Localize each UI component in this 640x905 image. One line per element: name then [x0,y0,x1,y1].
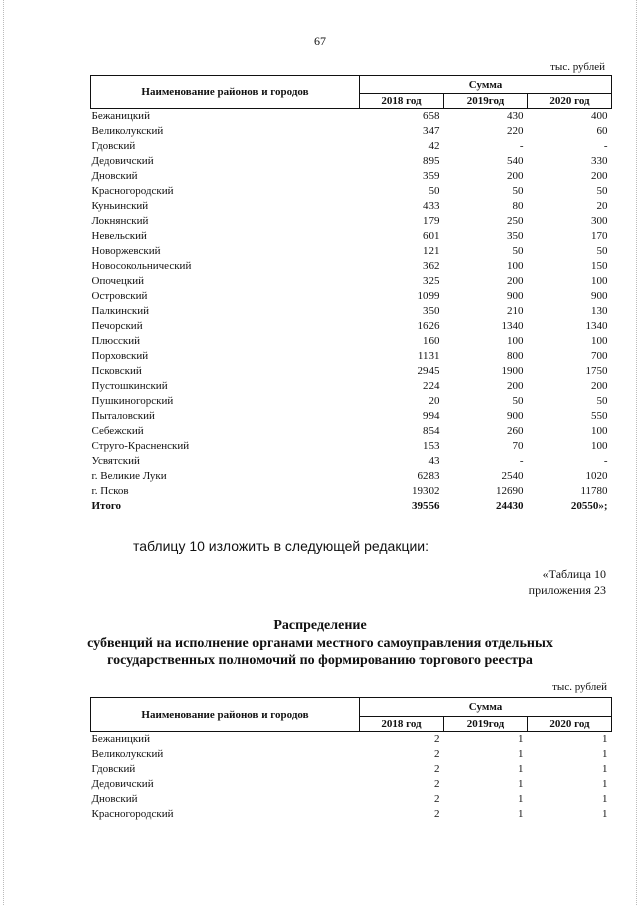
amount-cell: 60 [596,125,608,137]
amount-cell: 347 [423,125,440,137]
district-name-cell: Красногородский [91,808,174,820]
amount-cell: 1 [602,748,608,760]
district-name-cell: Палкинский [91,305,150,317]
table-row [91,244,612,259]
amount-cell: 330 [591,155,608,167]
table-row [91,409,612,424]
amount-cell: 153 [423,440,440,452]
amount-cell: 1099 [417,290,440,302]
district-name-cell: Гдовский [91,140,136,152]
amount-cell: 1 [518,778,524,790]
amount-cell: 1 [602,808,608,820]
allocation-table-1 [90,75,612,514]
amount-cell: 2 [434,733,440,745]
amount-cell: 854 [423,425,440,437]
allocation-table-2 [90,697,612,822]
table-row [91,229,612,244]
district-name-cell: Итого [91,500,122,512]
table-row [91,454,612,469]
district-name-cell: Невельский [91,230,147,242]
table-row [91,807,612,822]
district-name-cell: г. Псков [91,485,129,497]
table-row [91,259,612,274]
district-name-cell: Опочецкий [91,275,144,287]
table-row [91,747,612,762]
table1-year-header: 2020 год [528,94,612,109]
district-name-cell: Дновский [91,793,138,805]
table-row [91,469,612,484]
table-row [91,732,612,748]
table-row [91,439,612,454]
amount-cell: 895 [423,155,440,167]
table-row [91,124,612,139]
amount-cell: 2945 [417,365,440,377]
table-row [91,394,612,409]
amount-cell: 350 [507,230,524,242]
amount-cell: 224 [423,380,440,392]
amendment-instruction: таблицу 10 изложить в следующей редакции: [133,538,430,554]
amount-cell: 160 [423,335,440,347]
amount-cell: - [603,455,608,467]
amount-cell: 20 [596,200,608,212]
amount-cell: 800 [507,350,524,362]
amount-cell: 200 [507,170,524,182]
district-name-cell: Плюсский [91,335,141,347]
amount-cell: 350 [423,305,440,317]
amount-cell: 1 [518,793,524,805]
district-name-cell: Дедовичский [91,778,154,790]
table2-year-header: 2019год [444,717,528,732]
right-scan-edge [636,0,637,905]
district-name-cell: Струго-Красненский [91,440,190,452]
district-name-cell: Печорский [91,320,143,332]
amount-cell: 20 [428,395,440,407]
district-name-cell: Новоржевский [91,245,161,257]
district-name-cell: Великолукский [91,748,164,760]
table-row [91,484,612,499]
table2-body [91,732,612,823]
amount-cell: 200 [591,170,608,182]
amount-cell: 400 [591,110,608,122]
amount-cell: 200 [591,380,608,392]
amount-cell: 1 [518,808,524,820]
table-row [91,319,612,334]
amount-cell: 50 [596,245,608,257]
amount-cell: 900 [591,290,608,302]
amount-cell: 2540 [501,470,524,482]
table-row [91,109,612,125]
amount-cell: 170 [591,230,608,242]
amount-cell: 50 [596,185,608,197]
table1-name-header: Наименование районов и городов [91,76,360,109]
table-row [91,139,612,154]
table-row [91,154,612,169]
table-row [91,274,612,289]
amount-cell: 179 [423,215,440,227]
amount-cell: 1 [602,733,608,745]
table-reference-appendix: приложения 23 [528,583,606,597]
amount-cell: 200 [507,275,524,287]
district-name-cell: Порховский [91,350,149,362]
amount-cell: 2 [434,763,440,775]
amount-cell: 2 [434,793,440,805]
amount-cell: 1626 [417,320,440,332]
amount-cell: 1020 [585,470,608,482]
left-scan-edge [3,0,4,905]
amount-cell: 20550»; [570,500,608,512]
table-row [91,199,612,214]
table2-year-header: 2020 год [528,717,612,732]
distribution-heading: Распределение [273,618,367,633]
amount-cell: 121 [423,245,440,257]
amount-cell: 24430 [496,500,524,512]
district-name-cell: Великолукский [91,125,164,137]
amount-cell: 150 [591,260,608,272]
amount-cell: 50 [512,395,524,407]
district-name-cell: Локнянский [91,215,149,227]
table-row [91,777,612,792]
amount-cell: 1340 [585,320,608,332]
table-row [91,379,612,394]
amount-cell: 50 [512,245,524,257]
table-row [91,214,612,229]
amount-cell: - [519,140,524,152]
amount-cell: 100 [507,260,524,272]
table2-sum-header: Сумма [360,698,612,717]
amount-cell: 359 [423,170,440,182]
amount-cell: 1 [518,733,524,745]
amount-cell: 200 [507,380,524,392]
amount-cell: 210 [507,305,524,317]
amount-cell: 658 [423,110,440,122]
amount-cell: 100 [591,440,608,452]
table-row [91,169,612,184]
amount-cell: 250 [507,215,524,227]
amount-cell: 300 [591,215,608,227]
district-name-cell: Красногородский [91,185,174,197]
amount-cell: 11780 [580,485,608,497]
table-row [91,424,612,439]
amount-cell: 433 [423,200,440,212]
district-name-cell: Гдовский [91,763,136,775]
amount-cell: 1131 [417,350,440,362]
table-row [91,304,612,319]
amount-cell: 1340 [501,320,524,332]
district-name-cell: Пушкиногорский [91,395,174,407]
district-name-cell: Себежский [91,425,144,437]
amount-cell: 100 [591,335,608,347]
amount-cell: - [603,140,608,152]
amount-cell: 42 [428,140,440,152]
distribution-subheading-line1: субвенций на исполнение органами местного самоуправления отдельных [87,636,553,651]
amount-cell: 2 [434,808,440,820]
amount-cell: 1 [602,778,608,790]
amount-cell: 50 [512,185,524,197]
amount-cell: 550 [591,410,608,422]
amount-cell: 2 [434,778,440,790]
amount-cell: 362 [423,260,440,272]
table-row [91,349,612,364]
table-row [91,334,612,349]
district-name-cell: Островский [91,290,148,302]
amount-cell: 1750 [585,365,608,377]
district-name-cell: Бежаницкий [91,110,150,122]
amount-cell: 325 [423,275,440,287]
table-reference-title: «Таблица 10 [542,567,606,581]
amount-cell: 100 [591,425,608,437]
district-name-cell: Дедовичский [91,155,154,167]
table-row [91,792,612,807]
district-name-cell: Пустошкинский [91,380,168,392]
table-row [91,289,612,304]
amount-cell: 994 [423,410,440,422]
amount-cell: 43 [428,455,440,467]
district-name-cell: Псковский [91,365,142,377]
amount-cell: 601 [423,230,440,242]
amount-cell: 12690 [496,485,524,497]
table2-name-header: Наименование районов и городов [91,698,360,732]
district-name-cell: Бежаницкий [91,733,150,745]
amount-cell: 430 [507,110,524,122]
amount-cell: 130 [591,305,608,317]
district-name-cell: Усвятский [91,455,140,467]
amount-cell: 1900 [501,365,524,377]
district-name-cell: Куньинский [91,200,149,212]
amount-cell: 100 [507,335,524,347]
distribution-subheading-line2: государственных полномочий по формированию торгового реестра [107,653,533,668]
amount-cell: 50 [596,395,608,407]
amount-cell: 260 [507,425,524,437]
page-number: 67 [314,34,326,48]
table1-body [91,109,612,515]
amount-cell: 900 [507,290,524,302]
amount-cell: 100 [591,275,608,287]
amount-cell: 1 [518,748,524,760]
amount-cell: 2 [434,748,440,760]
table1-year-header: 2019год [444,94,528,109]
amount-cell: 70 [512,440,524,452]
amount-cell: - [519,455,524,467]
amount-cell: 19302 [412,485,440,497]
amount-cell: 900 [507,410,524,422]
amount-cell: 540 [507,155,524,167]
table1-unit-label: тыс. рублей [550,61,605,73]
table2-unit-label: тыс. рублей [552,681,607,693]
amount-cell: 50 [428,185,440,197]
amount-cell: 1 [518,763,524,775]
table2-year-header: 2018 год [360,717,444,732]
amount-cell: 6283 [417,470,440,482]
amount-cell: 39556 [412,500,440,512]
amount-cell: 700 [591,350,608,362]
table-row [91,184,612,199]
table-row [91,364,612,379]
district-name-cell: Пыталовский [91,410,155,422]
district-name-cell: г. Великие Луки [91,470,167,482]
amount-cell: 220 [507,125,524,137]
district-name-cell: Новосокольнический [91,260,192,272]
table-row [91,762,612,777]
total-row [91,499,612,514]
amount-cell: 1 [602,763,608,775]
table1-year-header: 2018 год [360,94,444,109]
district-name-cell: Дновский [91,170,138,182]
table1-sum-header: Сумма [360,76,612,94]
amount-cell: 1 [602,793,608,805]
amount-cell: 80 [512,200,524,212]
